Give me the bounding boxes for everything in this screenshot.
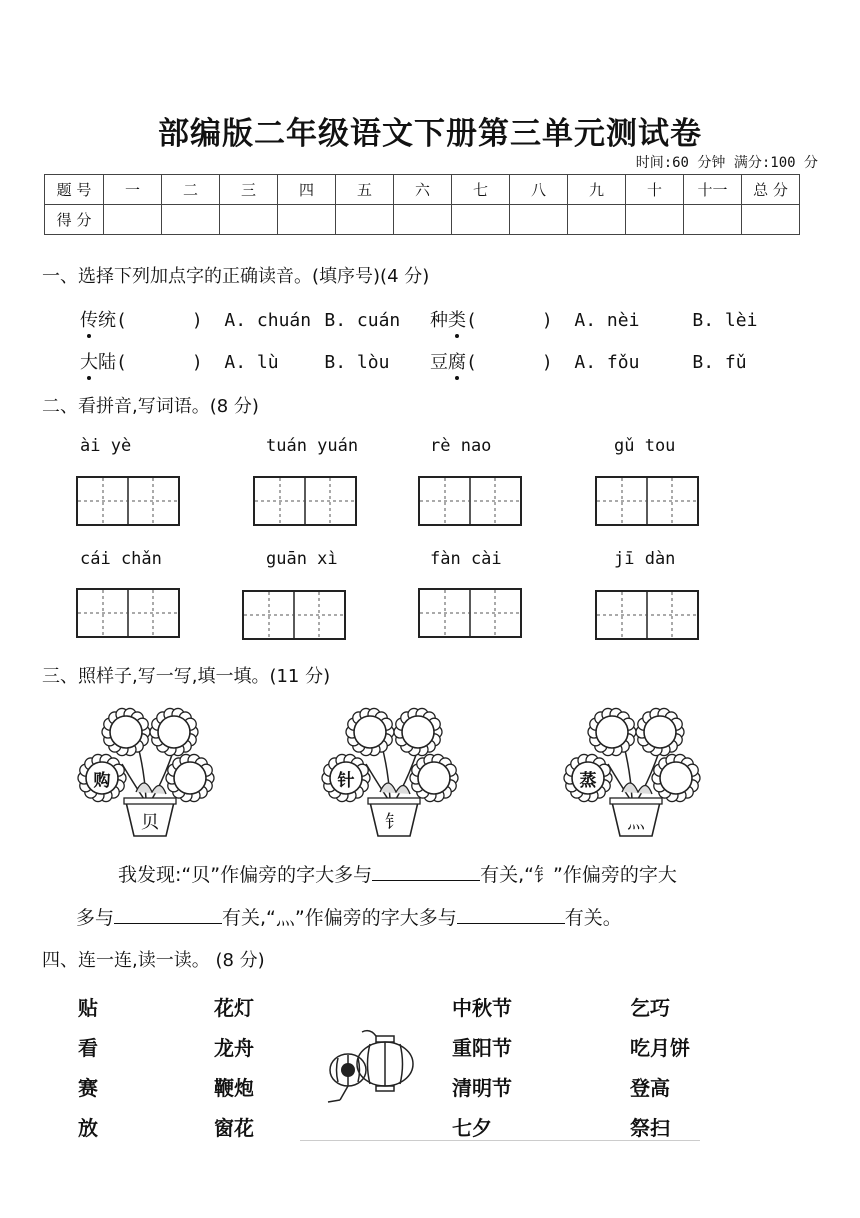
bracket-close: )	[541, 310, 553, 331]
score-row-label: 得 分	[45, 205, 104, 235]
section-4-title: 四、连一连,读一读。 (8 分)	[42, 950, 265, 971]
answer-blank[interactable]	[457, 905, 565, 924]
pinyin-label: rè nao	[430, 436, 492, 456]
score-input-cell[interactable]	[452, 205, 510, 235]
tianzige-box[interactable]	[418, 588, 522, 638]
match-item[interactable]: 祭扫	[630, 1116, 670, 1140]
bracket-open: (	[116, 310, 127, 331]
tianzige-box[interactable]	[242, 590, 346, 640]
score-input-cell[interactable]	[220, 205, 278, 235]
tianzige-box[interactable]	[595, 476, 699, 526]
tianzige-box[interactable]	[76, 476, 180, 526]
score-header-cell: 六	[394, 175, 452, 205]
option-a: A. lù	[224, 352, 279, 373]
score-header-cell: 五	[336, 175, 394, 205]
answer-blank[interactable]	[127, 310, 192, 331]
option-b: B. lèi	[692, 310, 758, 331]
answer-blank[interactable]	[477, 310, 542, 331]
choice-word	[430, 352, 466, 373]
choice-word	[430, 310, 466, 331]
fill-text: 我发现:“贝”作偏旁的字大多与	[118, 864, 373, 886]
fill-text: 多与	[76, 907, 115, 929]
score-header-cell: 二	[162, 175, 220, 205]
match-item[interactable]: 重阳节	[452, 1036, 512, 1060]
fill-text: 有关,“灬”作偏旁的字大多与	[222, 907, 457, 929]
match-item[interactable]: 中秋节	[452, 996, 512, 1020]
flower-answer-circle[interactable]	[598, 718, 626, 746]
pinyin-label: guān xì	[266, 549, 338, 569]
match-item[interactable]: 看	[78, 1036, 98, 1060]
score-input-cell[interactable]	[278, 205, 336, 235]
option-a: A. chuán	[224, 310, 312, 331]
flower-answer-circle[interactable]	[112, 718, 140, 746]
score-input-cell[interactable]	[568, 205, 626, 235]
word-char: 腐	[448, 348, 466, 374]
flower-answer-circle[interactable]	[404, 718, 432, 746]
match-item[interactable]: 清明节	[452, 1076, 512, 1100]
flower-answer-circle[interactable]	[160, 718, 188, 746]
flower-answer-circle[interactable]	[176, 764, 204, 792]
score-input-cell[interactable]	[626, 205, 684, 235]
bracket-open: (	[466, 310, 477, 331]
section-3-line-1	[118, 860, 677, 887]
option-a: A. fǒu	[574, 352, 640, 373]
match-item[interactable]: 吃月饼	[630, 1036, 690, 1060]
score-header-cell: 题 号	[45, 175, 104, 205]
score-table	[44, 174, 800, 235]
score-input-cell[interactable]	[162, 205, 220, 235]
tianzige-box[interactable]	[253, 476, 357, 526]
spacer	[553, 310, 575, 331]
flower-pot	[74, 704, 224, 844]
flower-pot	[560, 704, 710, 844]
score-header-cell: 四	[278, 175, 336, 205]
flower-answer-circle[interactable]	[662, 764, 690, 792]
bracket-open: (	[116, 352, 127, 373]
fill-text: 有关。	[564, 907, 622, 929]
pinyin-label: jī dàn	[614, 549, 676, 569]
score-header-cell: 总 分	[742, 175, 800, 205]
bracket-close: )	[191, 310, 203, 331]
page-title: 部编版二年级语文下册第三单元测试卷	[158, 116, 702, 152]
score-header-cell: 八	[510, 175, 568, 205]
flower-answer-circle[interactable]	[420, 764, 448, 792]
score-header-cell: 一	[104, 175, 162, 205]
score-input-cell[interactable]	[684, 205, 742, 235]
score-header-cell: 九	[568, 175, 626, 205]
pinyin-label: tuán yuán	[266, 436, 359, 456]
answer-blank[interactable]	[127, 352, 192, 373]
fill-text: 有关,“钅”作偏旁的字大	[480, 864, 677, 886]
bracket-open: (	[466, 352, 477, 373]
answer-blank[interactable]	[372, 862, 480, 881]
section-3-title: 三、照样子,写一写,填一填。(11 分)	[42, 666, 331, 687]
answer-blank[interactable]	[477, 352, 542, 373]
match-item[interactable]: 贴	[78, 996, 98, 1020]
sample-char: 蒸	[579, 771, 597, 791]
section-2-title: 二、看拼音,写词语。(8 分)	[42, 396, 259, 417]
pinyin-label: ài yè	[80, 436, 132, 456]
tianzige-box[interactable]	[418, 476, 522, 526]
score-input-cell[interactable]	[394, 205, 452, 235]
choice-word	[80, 310, 116, 331]
choice-item	[430, 348, 747, 374]
word-char: 统	[98, 310, 116, 331]
word-char: 类	[448, 306, 466, 332]
match-item[interactable]: 七夕	[452, 1116, 492, 1140]
bracket-close: )	[541, 352, 553, 373]
score-header-cell: 三	[220, 175, 278, 205]
spacer	[553, 352, 575, 373]
divider	[300, 1140, 700, 1141]
tianzige-box[interactable]	[76, 588, 180, 638]
option-b: B. cuán	[324, 310, 401, 331]
answer-blank[interactable]	[114, 905, 222, 924]
spacer	[203, 310, 225, 331]
flower-answer-circle[interactable]	[356, 718, 384, 746]
spacer	[203, 352, 225, 373]
score-input-cell[interactable]	[336, 205, 394, 235]
flower-pot	[318, 704, 468, 844]
match-item[interactable]: 放	[78, 1116, 98, 1140]
match-item[interactable]: 龙舟	[214, 1036, 254, 1060]
tianzige-box[interactable]	[595, 590, 699, 640]
word-char: 传	[80, 306, 98, 332]
pot-radical: 灬	[627, 812, 645, 833]
score-input-cell[interactable]	[104, 205, 162, 235]
score-header-cell: 七	[452, 175, 510, 205]
sample-char: 针	[337, 771, 355, 791]
lantern-icon	[310, 1028, 420, 1106]
flower-answer-circle[interactable]	[646, 718, 674, 746]
sample-char: 购	[93, 771, 111, 791]
pot-radical: 钅	[385, 812, 403, 833]
match-item[interactable]: 窗花	[214, 1116, 254, 1140]
option-b: B. lòu	[324, 352, 390, 373]
pinyin-label: fàn cài	[430, 549, 502, 569]
section-1-title: 一、选择下列加点字的正确读音。(填序号)(4 分)	[42, 266, 430, 287]
score-header-cell: 十一	[684, 175, 742, 205]
match-item[interactable]: 赛	[78, 1076, 98, 1100]
match-item[interactable]: 鞭炮	[214, 1076, 254, 1100]
bracket-close: )	[191, 352, 203, 373]
choice-item	[80, 348, 389, 374]
match-item[interactable]: 登高	[630, 1076, 670, 1100]
exam-meta: 时间:60 分钟 满分:100 分	[635, 155, 818, 171]
pot-radical: 贝	[141, 812, 159, 833]
word-char: 陆	[98, 352, 116, 373]
word-char: 大	[80, 348, 98, 374]
pinyin-label: cái chǎn	[80, 549, 162, 569]
choice-item	[430, 306, 757, 332]
score-header-cell: 十	[626, 175, 684, 205]
pinyin-label: gǔ tou	[614, 436, 676, 456]
word-char: 种	[430, 310, 448, 331]
match-item[interactable]: 花灯	[214, 996, 254, 1020]
section-3-line-2	[76, 903, 622, 930]
score-input-cell[interactable]	[742, 205, 800, 235]
choice-item	[80, 306, 400, 332]
match-item[interactable]: 乞巧	[630, 996, 670, 1020]
choice-word	[80, 352, 116, 373]
word-char: 豆	[430, 352, 448, 373]
option-a: A. nèi	[574, 310, 640, 331]
option-b: B. fǔ	[692, 352, 747, 373]
score-input-cell[interactable]	[510, 205, 568, 235]
